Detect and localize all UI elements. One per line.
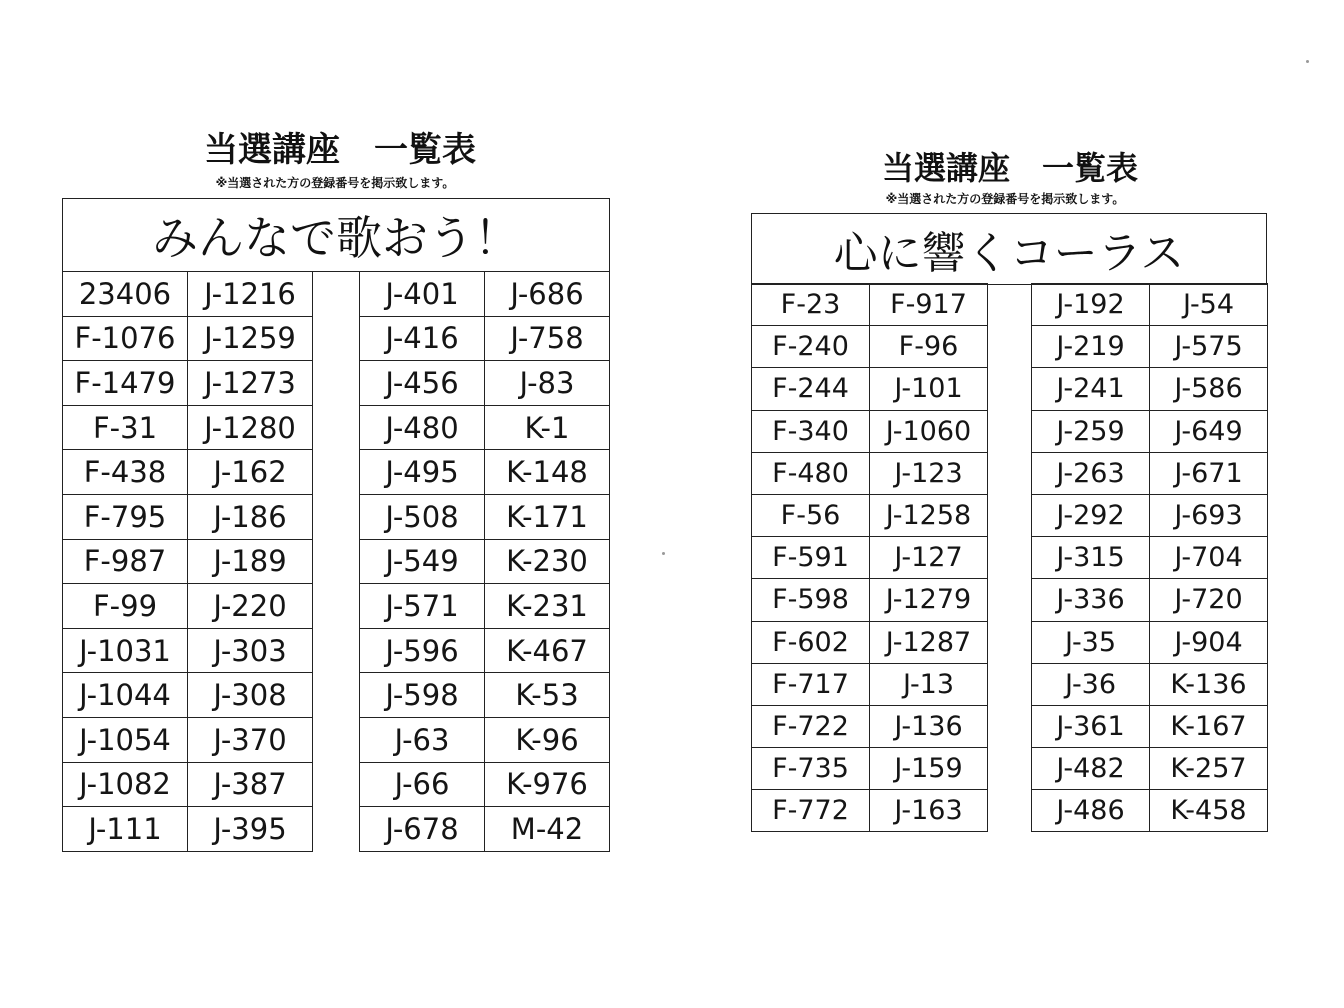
table-row (1032, 663, 1268, 705)
registration-number-cell: J-189 (188, 539, 313, 584)
course-name: みんなで歌おう！ (62, 198, 610, 272)
registration-number-cell: J-1031 (63, 628, 188, 673)
table-row (360, 628, 610, 673)
table-row (360, 316, 610, 361)
notice-text: ※当選された方の登録番号を掲示致します。 (885, 192, 1125, 206)
registration-number-cell: J-35 (1032, 621, 1150, 663)
registration-number-cell: J-549 (360, 539, 485, 584)
registration-number-cell: J-480 (360, 405, 485, 450)
registration-number-cell: K-230 (485, 539, 610, 584)
registration-number-cell: J-401 (360, 272, 485, 317)
table-row (63, 272, 313, 317)
table-row (63, 316, 313, 361)
registration-number-cell: K-257 (1150, 748, 1268, 790)
registration-number-cell: F-772 (752, 790, 870, 832)
registration-number-cell: K-231 (485, 584, 610, 629)
registration-number-cell: F-340 (752, 410, 870, 452)
table-row (1032, 410, 1268, 452)
registration-number-cell: J-1258 (870, 494, 988, 536)
registration-number-cell: F-722 (752, 705, 870, 747)
registration-number-cell: J-63 (360, 717, 485, 762)
registration-number-cell: J-292 (1032, 494, 1150, 536)
table-row (752, 284, 988, 326)
table-row (752, 790, 988, 832)
table-row (360, 762, 610, 807)
notice-text: ※当選された方の登録番号を掲示致します。 (215, 176, 455, 190)
registration-number-cell: F-56 (752, 494, 870, 536)
registration-number-cell: J-586 (1150, 368, 1268, 410)
registration-number-cell: J-315 (1032, 537, 1150, 579)
registration-number-cell: J-1287 (870, 621, 988, 663)
table-row (360, 272, 610, 317)
registration-number-cell: J-720 (1150, 579, 1268, 621)
registration-number-cell: J-241 (1032, 368, 1150, 410)
table-row (63, 717, 313, 762)
registration-number-cell: J-219 (1032, 326, 1150, 368)
registration-number-cell: J-495 (360, 450, 485, 495)
registration-number-cell: J-508 (360, 494, 485, 539)
table-row (752, 326, 988, 368)
registration-number-cell: F-987 (63, 539, 188, 584)
registration-number-cell: K-53 (485, 673, 610, 718)
registration-table-right (359, 271, 610, 852)
registration-number-cell: F-99 (63, 584, 188, 629)
registration-number-cell: M-42 (485, 807, 610, 852)
registration-number-cell: J-1279 (870, 579, 988, 621)
table-row (1032, 284, 1268, 326)
table-row (63, 673, 313, 718)
registration-number-cell: F-598 (752, 579, 870, 621)
table-row (752, 494, 988, 536)
registration-number-cell: J-704 (1150, 537, 1268, 579)
registration-number-cell: J-36 (1032, 663, 1150, 705)
registration-number-cell: J-1273 (188, 361, 313, 406)
table-row (63, 405, 313, 450)
table-row (63, 762, 313, 807)
table-row (63, 539, 313, 584)
registration-number-cell: F-438 (63, 450, 188, 495)
registration-number-cell: J-596 (360, 628, 485, 673)
registration-number-cell: J-649 (1150, 410, 1268, 452)
registration-number-cell: F-31 (63, 405, 188, 450)
registration-number-cell: J-192 (1032, 284, 1150, 326)
registration-number-cell: K-171 (485, 494, 610, 539)
registration-number-cell: K-167 (1150, 705, 1268, 747)
registration-number-cell: J-1044 (63, 673, 188, 718)
table-row (1032, 748, 1268, 790)
registration-table-left (62, 271, 313, 852)
registration-number-cell: J-693 (1150, 494, 1268, 536)
table-row (752, 410, 988, 452)
registration-number-cell: J-1060 (870, 410, 988, 452)
registration-number-cell: J-370 (188, 717, 313, 762)
table-row (1032, 326, 1268, 368)
table-row (752, 748, 988, 790)
registration-number-cell: J-83 (485, 361, 610, 406)
registration-number-cell: J-678 (360, 807, 485, 852)
registration-number-cell: J-123 (870, 452, 988, 494)
table-row (752, 705, 988, 747)
registration-number-cell: J-416 (360, 316, 485, 361)
table-row (63, 361, 313, 406)
scan-speck (1306, 60, 1309, 63)
table-row (1032, 368, 1268, 410)
registration-number-cell: J-220 (188, 584, 313, 629)
table-row (752, 621, 988, 663)
registration-number-cell: J-159 (870, 748, 988, 790)
registration-number-cell: J-387 (188, 762, 313, 807)
registration-number-cell: J-162 (188, 450, 313, 495)
registration-number-cell: J-259 (1032, 410, 1150, 452)
registration-number-cell: J-904 (1150, 621, 1268, 663)
registration-number-cell: J-308 (188, 673, 313, 718)
table-row (1032, 579, 1268, 621)
registration-number-cell: J-1259 (188, 316, 313, 361)
registration-number-cell: J-598 (360, 673, 485, 718)
registration-number-cell: J-1216 (188, 272, 313, 317)
registration-number-cell: J-54 (1150, 284, 1268, 326)
table-row (360, 539, 610, 584)
table-row (360, 673, 610, 718)
table-row (752, 579, 988, 621)
registration-number-cell: F-480 (752, 452, 870, 494)
registration-number-cell: F-244 (752, 368, 870, 410)
page-title: 当選講座 一覧表 (204, 130, 476, 170)
table-row (360, 405, 610, 450)
table-row (1032, 705, 1268, 747)
registration-number-cell: F-1479 (63, 361, 188, 406)
registration-table-left (751, 283, 988, 832)
registration-number-cell: J-758 (485, 316, 610, 361)
table-row (63, 628, 313, 673)
registration-number-cell: F-591 (752, 537, 870, 579)
registration-number-cell: K-1 (485, 405, 610, 450)
registration-number-cell: J-686 (485, 272, 610, 317)
registration-number-cell: J-136 (870, 705, 988, 747)
table-row (752, 537, 988, 579)
registration-number-cell: F-96 (870, 326, 988, 368)
registration-number-cell: F-1076 (63, 316, 188, 361)
registration-number-cell: F-717 (752, 663, 870, 705)
table-row (360, 494, 610, 539)
registration-number-cell: K-467 (485, 628, 610, 673)
registration-number-cell: 23406 (63, 272, 188, 317)
registration-number-cell: J-1054 (63, 717, 188, 762)
table-row (360, 717, 610, 762)
table-row (360, 807, 610, 852)
registration-number-cell: J-66 (360, 762, 485, 807)
registration-number-cell: F-735 (752, 748, 870, 790)
table-row (1032, 790, 1268, 832)
registration-number-cell: J-163 (870, 790, 988, 832)
registration-number-cell: F-240 (752, 326, 870, 368)
registration-number-cell: J-482 (1032, 748, 1150, 790)
table-row (360, 450, 610, 495)
registration-number-cell: K-148 (485, 450, 610, 495)
table-row (752, 368, 988, 410)
registration-number-cell: J-571 (360, 584, 485, 629)
table-row (63, 450, 313, 495)
course-name: 心に響くコーラス (751, 213, 1267, 285)
page-title: 当選講座 一覧表 (881, 149, 1138, 187)
registration-number-cell: J-127 (870, 537, 988, 579)
table-row (1032, 494, 1268, 536)
registration-number-cell: J-1082 (63, 762, 188, 807)
registration-number-cell: J-111 (63, 807, 188, 852)
table-row (63, 807, 313, 852)
registration-number-cell: F-23 (752, 284, 870, 326)
registration-number-cell: J-1280 (188, 405, 313, 450)
table-row (752, 663, 988, 705)
table-row (752, 452, 988, 494)
registration-number-cell: J-186 (188, 494, 313, 539)
registration-number-cell: K-96 (485, 717, 610, 762)
table-row (63, 494, 313, 539)
registration-number-cell: F-602 (752, 621, 870, 663)
registration-number-cell: J-361 (1032, 705, 1150, 747)
registration-number-cell: J-395 (188, 807, 313, 852)
registration-table-right (1031, 283, 1268, 832)
registration-number-cell: J-263 (1032, 452, 1150, 494)
registration-number-cell: J-575 (1150, 326, 1268, 368)
registration-number-cell: J-336 (1032, 579, 1150, 621)
registration-number-cell: J-303 (188, 628, 313, 673)
table-row (1032, 621, 1268, 663)
registration-number-cell: J-486 (1032, 790, 1150, 832)
registration-number-cell: J-101 (870, 368, 988, 410)
scan-speck (662, 552, 665, 555)
registration-number-cell: K-976 (485, 762, 610, 807)
registration-number-cell: J-671 (1150, 452, 1268, 494)
table-row (360, 361, 610, 406)
registration-number-cell: J-456 (360, 361, 485, 406)
registration-number-cell: K-458 (1150, 790, 1268, 832)
table-row (1032, 452, 1268, 494)
registration-number-cell: J-13 (870, 663, 988, 705)
table-row (63, 584, 313, 629)
table-row (360, 584, 610, 629)
registration-number-cell: K-136 (1150, 663, 1268, 705)
registration-number-cell: F-917 (870, 284, 988, 326)
table-row (1032, 537, 1268, 579)
registration-number-cell: F-795 (63, 494, 188, 539)
